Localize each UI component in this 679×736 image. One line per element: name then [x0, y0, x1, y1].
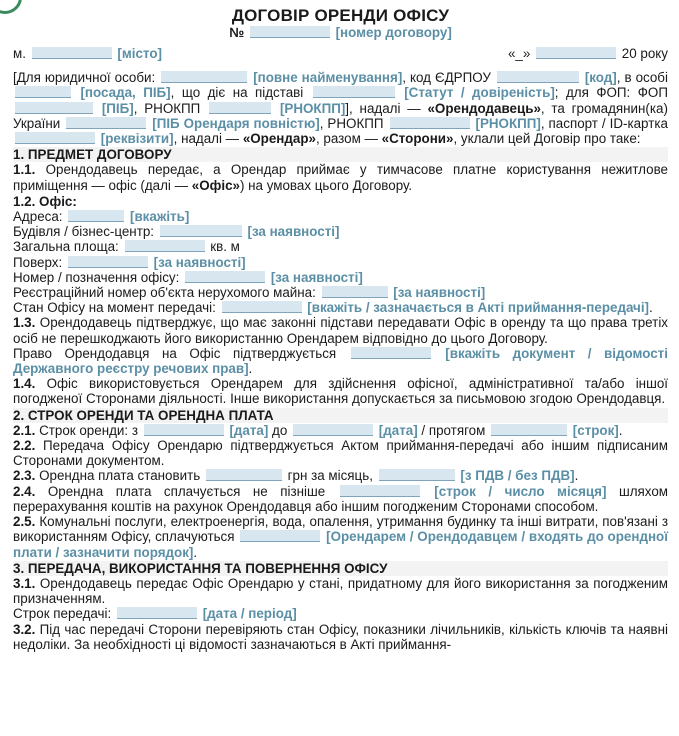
statute-blank[interactable]	[313, 86, 395, 98]
document-page	[13, 6, 668, 652]
clause-3-1: 3.1. Орендодавець передає Офіс Орендарю у стані, придатному для його використання за погодженим призначенням.	[13, 575, 668, 607]
clause-2-3: 2.3. Орендна плата становить грн за місяць, [з ПДВ / без ПДВ].	[13, 468, 579, 484]
clause-2-1: 2.1. Строк оренди: з [дата] до [дата] / протягом [строк].	[13, 422, 623, 438]
office-address-line: Адреса: [вкажіть]	[13, 209, 190, 225]
office-state-line: Стан Офісу на момент передачі: [вкажіть / зазначається в Акті приймання-передачі].	[13, 300, 653, 316]
clause-1-2: 1.2. Офіс:	[13, 193, 77, 209]
clause-1-1: 1.1. Орендодавець передає, а Орендар приймає у тимчасове платне користування нежитлове приміщення — офіс (далі — «Офіс») на умовах цього Договору.	[13, 162, 668, 193]
contract-number-blank[interactable]	[250, 26, 330, 38]
full-name-blank[interactable]	[161, 71, 247, 83]
clause-3-2: 3.2. Під час передачі Сторони перевіряють стан Офісу, показники лічильників, кількість ключів та наявні недоліки. За необхідності ці відомості зазначаються в Акті приймання-	[13, 621, 668, 652]
document-title: ДОГОВІР ОРЕНДИ ОФІСУ	[231, 6, 450, 25]
office-number-blank[interactable]	[185, 271, 265, 283]
building-blank[interactable]	[160, 225, 242, 237]
parties-paragraph: [Для юридичної особи: [повне найменування], код ЄДРПОУ [код], в особі [посада, ПІБ], що діє на підставі [Статут / довіреність]; для ФОП: ФОП [ПІБ], РНОКПП [РНОКПП]], надалі — «Орендодавець», та громадянин(ка) України [ПІБ Орендаря повністю], РНОКПП [РНОКПП], паспорт / ID-картка [реквізити], надалі — «Орендар», разом — «Сторони», уклали цей Договір про таке:	[13, 70, 668, 147]
city-placeholder: [місто]	[117, 46, 162, 61]
contract-number-line: № [номер договору]	[229, 25, 452, 40]
contract-number-placeholder: [номер договору]	[335, 25, 452, 40]
clause-1-4: 1.4. Офіс використовується Орендарем для здійснення офісної, адміністративної та/або іншої погодженої Сторонами діяльності. Інше використання допускається за письмовою згодою Орендодавця.	[13, 376, 668, 407]
clause-1-3: 1.3. Орендодавець підтверджує, що має законні підстави передавати Офіс в оренду та що права третіх осіб не перешкоджають його використанню Орендарем відповідно до цього Договору.	[13, 315, 668, 346]
office-building-line: Будівля / бізнес-центр: [за наявності]	[13, 224, 340, 240]
utilities-blank[interactable]	[240, 530, 320, 542]
area-blank[interactable]	[125, 240, 205, 252]
rnokpp-blank[interactable]	[209, 102, 271, 114]
vat-blank[interactable]	[379, 469, 455, 481]
clause-2-2: 2.2. Передача Офісу Орендарю підтверджується Актом приймання-передачі або іншим підписаним Сторонами документом.	[13, 438, 668, 469]
city-blank[interactable]	[32, 47, 112, 59]
fop-pib-blank[interactable]	[15, 102, 93, 114]
city-date-line: м. [місто] «_» 20 року	[13, 46, 668, 61]
code-blank[interactable]	[497, 71, 579, 83]
end-date-blank[interactable]	[293, 424, 373, 436]
date-blank[interactable]	[536, 47, 616, 59]
term-blank[interactable]	[491, 424, 567, 436]
deadline-blank[interactable]	[340, 485, 420, 497]
clause-2-4: 2.4. Орендна плата сплачується не пізніше [строк / число місяця] шляхом перерахування коштів на рахунок Орендодавця або іншим погодженим Сторонами способом.	[13, 483, 668, 514]
office-floor-line: Поверх: [за наявності]	[13, 254, 246, 270]
ownership-line: Право Орендодавця на Офіс підтверджується [вкажіть документ / відомості Державного реєстру речових прав].	[13, 345, 668, 377]
passport-blank[interactable]	[15, 132, 95, 144]
floor-blank[interactable]	[68, 256, 148, 268]
section-1-heading: 1. ПРЕДМЕТ ДОГОВОРУ	[13, 147, 668, 162]
section-2-heading: 2. СТРОК ОРЕНДИ ТА ОРЕНДНА ПЛАТА	[13, 408, 668, 423]
address-blank[interactable]	[68, 210, 124, 222]
office-registry-line: Реєстраційний номер об'єкта нерухомого майна: [за наявності]	[13, 285, 486, 301]
tenant-rnokpp-blank[interactable]	[390, 117, 470, 129]
tenant-name-blank[interactable]	[66, 117, 146, 129]
start-date-blank[interactable]	[144, 424, 224, 436]
registry-blank[interactable]	[322, 286, 388, 298]
rent-amount-blank[interactable]	[206, 469, 282, 481]
office-number-line: Номер / позначення офісу: [за наявності]	[13, 269, 363, 285]
transfer-blank[interactable]	[117, 607, 197, 619]
position-blank[interactable]	[15, 86, 71, 98]
clause-2-5: 2.5. Комунальні послуги, електроенергія, вода, опалення, утримання будинку та інші витрати, пов'язані з використанням Офісу, сплачуються [Орендарем / Орендодавцем / входять до орендної плати / зазначити порядок].	[13, 514, 668, 560]
office-area-line: Загальна площа: кв. м	[13, 239, 240, 255]
ownership-blank[interactable]	[351, 347, 431, 359]
section-3-heading: 3. ПЕРЕДАЧА, ВИКОРИСТАННЯ ТА ПОВЕРНЕННЯ ОФІСУ	[13, 561, 668, 576]
state-blank[interactable]	[222, 301, 302, 313]
transfer-term-line: Строк передачі: [дата / період]	[13, 606, 297, 622]
